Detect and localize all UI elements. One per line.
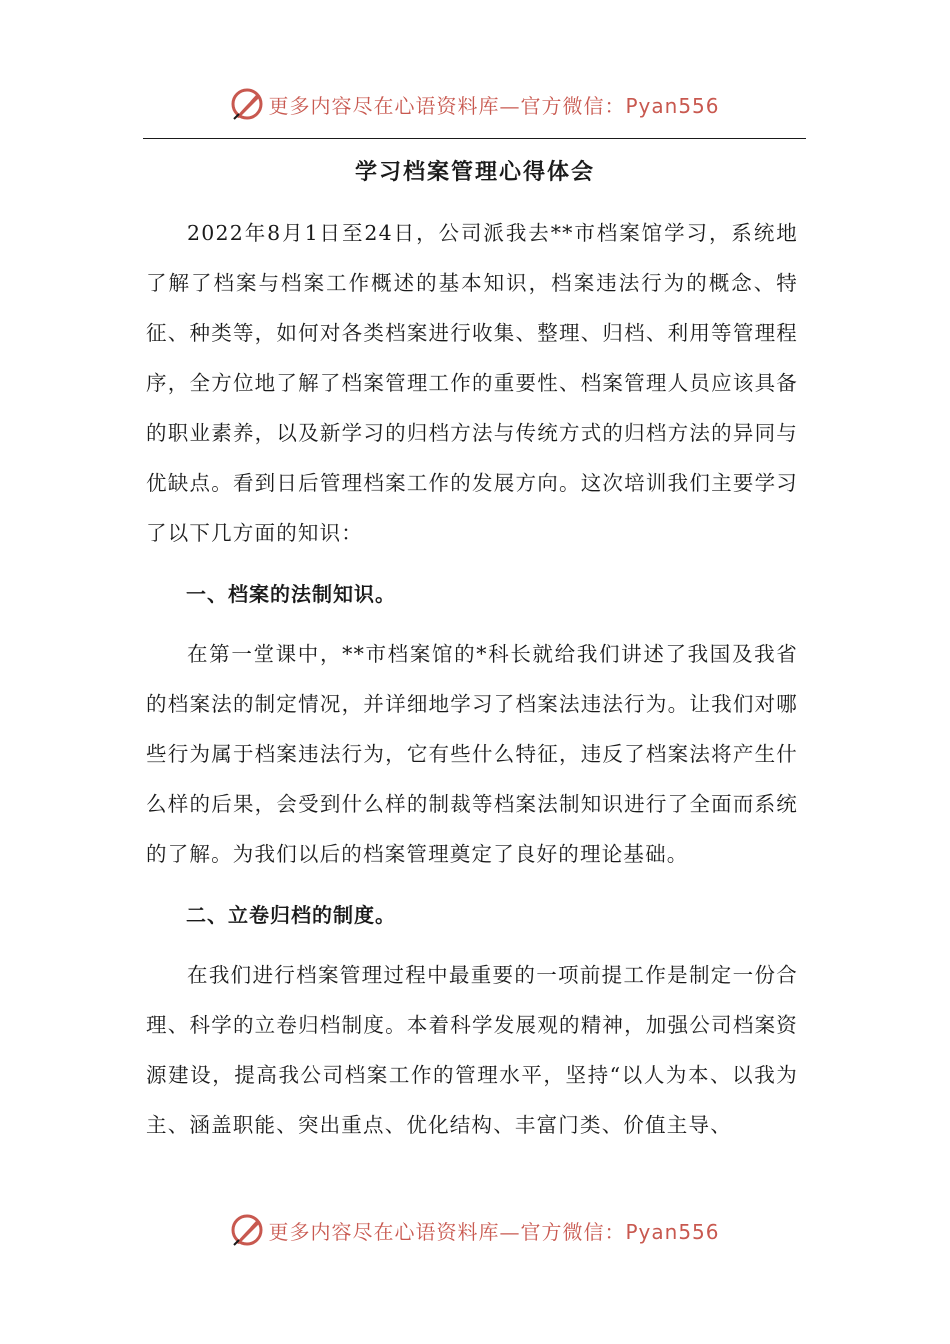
section-1-heading: 一、档案的法制知识。 — [186, 582, 396, 606]
footer-banner — [0, 1210, 950, 1250]
section-1-paragraph: 在第一堂课中，**市档案馆的*科长就给我们讲述了我国及我省的档案法的制定情况，并详细地学习了档案法违法行为。让我们对哪些行为属于档案违法行为，它有些什么特征，违反了档案法将产生什么样的后果，会受到什么样的制裁等档案法制知识进行了全面而系统的了解。为我们以后的档案管理奠定了良好的理论基础。 — [146, 642, 798, 866]
header-divider — [143, 138, 806, 139]
intro-paragraph: 2022年8月1日至24日，公司派我去**市档案馆学习，系统地了解了档案与档案工作概述的基本知识，档案违法行为的概念、特征、种类等，如何对各类档案进行收集、整理、归档、利用等管理程序，全方位地了解了档案管理工作的重要性、档案管理人员应该具备的职业素养，以及新学习的归档方法与传统方式的归档方法的异同与优缺点。看到日后管理档案工作的发展方向。这次培训我们主要学习了以下几方面的知识： — [146, 221, 798, 545]
document-body — [146, 208, 798, 1150]
document-title: 学习档案管理心得体会 — [354, 160, 595, 185]
header-banner-text: 更多内容尽在心语资料库—官方微信：Pyan556 — [268, 93, 720, 118]
footer-wechat-id: Pyan556 — [625, 1219, 720, 1244]
footer-banner-text: 更多内容尽在心语资料库—官方微信：Pyan556 — [268, 1219, 720, 1244]
section-2-heading: 二、立卷归档的制度。 — [186, 903, 396, 927]
section-2-paragraph: 在我们进行档案管理过程中最重要的一项前提工作是制定一份合理、科学的立卷归档制度。本着科学发展观的精神，加强公司档案资源建设，提高我公司档案工作的管理水平，坚持“以人为本、以我为主、涵盖职能、突出重点、优化结构、丰富门类、价值主导、 — [146, 963, 798, 1137]
quill-pen-logo-icon — [230, 87, 264, 121]
header-banner — [0, 84, 950, 124]
quill-pen-logo-icon — [230, 1213, 264, 1247]
header-wechat-id: Pyan556 — [625, 93, 720, 118]
